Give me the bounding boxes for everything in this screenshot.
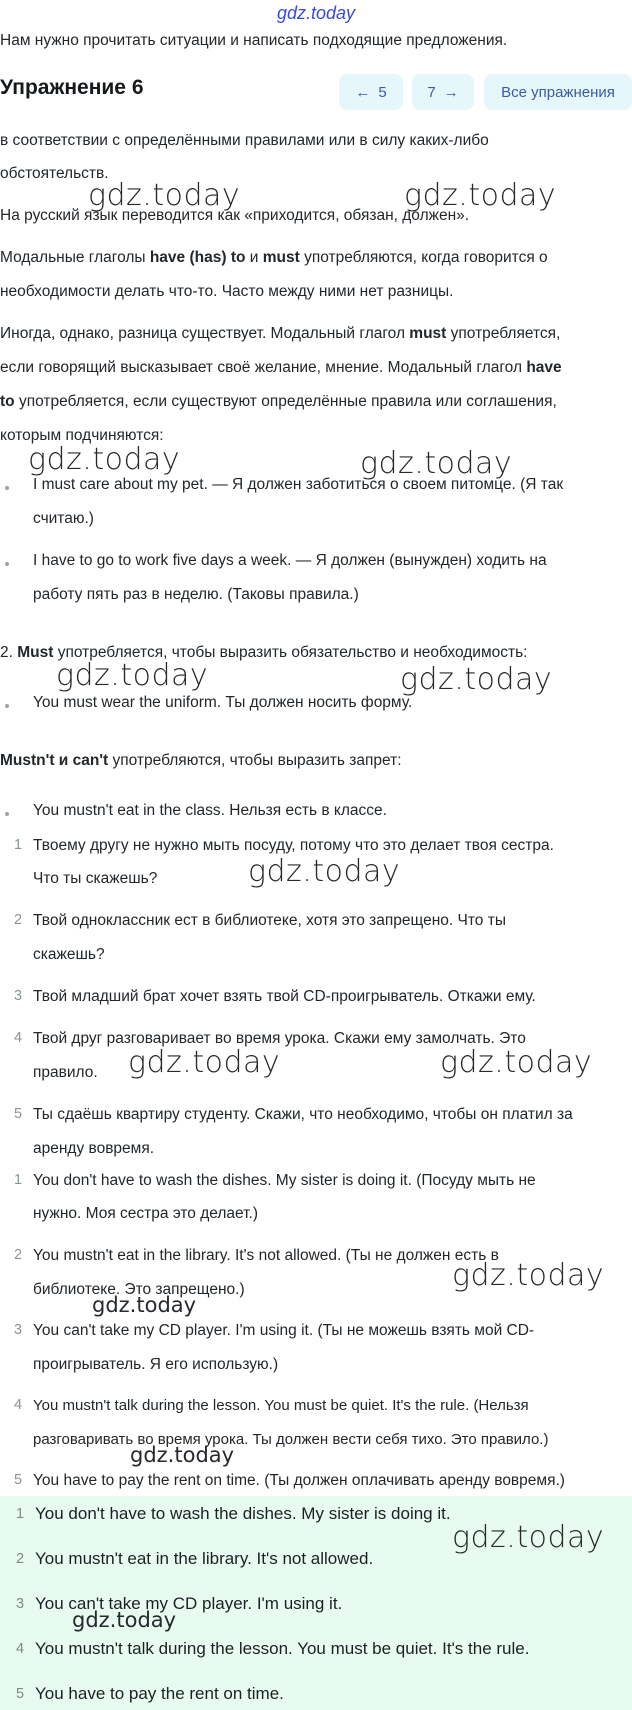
task-number: 4 xyxy=(14,1030,23,1046)
answer-number: 5 xyxy=(16,1686,25,1702)
bullet-icon xyxy=(5,486,9,490)
next-exercise-button[interactable] xyxy=(412,74,474,110)
example-uniform: You must wear the uniform. Ты должен носить форму. xyxy=(33,694,413,711)
task-item-line1: Твой младший брат хочет взять твой CD-проигрыватель. Откажи ему. xyxy=(33,988,536,1005)
task-number: 5 xyxy=(14,1106,23,1122)
prev-exercise-label: 5 xyxy=(378,83,387,101)
watermark: gdz.today xyxy=(452,1258,605,1293)
example-mustnt: You mustn't eat in the class. Нельзя есть в классе. xyxy=(33,802,387,819)
task-item-line2: скажешь? xyxy=(33,946,105,963)
task-item-line2: аренду вовремя. xyxy=(33,1140,155,1157)
watermark: gdz.today xyxy=(130,1443,235,1467)
watermark: gdz.today xyxy=(128,1045,281,1080)
watermark: gdz.today xyxy=(92,1293,197,1317)
translation-line2: разговаривать во время урока. Ты должен вести себя тихо. Это правило.) xyxy=(33,1431,549,1448)
task-number: 3 xyxy=(14,988,23,1004)
theory-p3-line1: Модальные глаголы have (has) to и must употребляются, когда говорится о xyxy=(0,249,548,266)
translation-line1: You have to pay the rent on time. (Ты должен оплачивать аренду вовремя.) xyxy=(33,1472,565,1489)
theory-p4-line4: которым подчиняются: xyxy=(0,427,164,444)
task-item-line1: Твой одноклассник ест в библиотеке, хотя это запрещено. Что ты xyxy=(33,912,506,929)
example-must-line1: I must care about my pet. — Я должен заботиться о своем питомце. (Я так xyxy=(33,476,564,493)
translation-line2: проигрыватель. Я его использую.) xyxy=(33,1356,279,1373)
answer-number: 3 xyxy=(16,1596,25,1612)
theory-p4-line3: to употребляется, если существуют определённые правила или соглашения, xyxy=(0,393,557,410)
example-have-to-line2: работу пять раз в неделю. (Таковы правила.) xyxy=(33,586,359,603)
theory-p3-line2: необходимости делать что-то. Часто между ними нет разницы. xyxy=(0,283,454,300)
task-item-line2: правило. xyxy=(33,1064,98,1081)
arrow-left-icon: ← xyxy=(355,83,371,101)
answer-item: You mustn't talk during the lesson. You must be quiet. It's the rule. xyxy=(35,1639,530,1658)
translation-line1: You mustn't talk during the lesson. You must be quiet. It's the rule. (Нельзя xyxy=(33,1397,529,1414)
task-number: 2 xyxy=(14,912,23,928)
theory-p5: 2. Must употребляется, чтобы выразить обязательство и необходимость: xyxy=(0,644,528,661)
translation-line2: библиотеке. Это запрещено.) xyxy=(33,1281,245,1298)
translation-number: 5 xyxy=(14,1472,23,1488)
answer-item: You don't have to wash the dishes. My sister is doing it. xyxy=(35,1504,451,1523)
exercise-title: Упражнение 6 xyxy=(0,76,144,99)
intro-text: Нам нужно прочитать ситуации и написать подходящие предложения. xyxy=(0,32,508,49)
translation-number: 1 xyxy=(14,1172,23,1188)
translation-line1: You can't take my CD player. I'm using it. (Ты не можешь взять мой CD- xyxy=(33,1322,535,1339)
answer-item: You have to pay the rent on time. xyxy=(35,1684,284,1703)
task-item-line1: Ты сдаёшь квартиру студенту. Скажи, что необходимо, чтобы он платил за xyxy=(33,1106,573,1123)
watermark: gdz.today xyxy=(404,178,557,213)
bullet-icon xyxy=(5,562,9,566)
translation-number: 3 xyxy=(14,1322,23,1338)
arrow-right-icon: → xyxy=(443,83,459,101)
translation-number: 4 xyxy=(14,1397,23,1413)
site-watermark: gdz.today xyxy=(276,3,356,23)
answer-number: 2 xyxy=(16,1551,25,1567)
theory-p1-line2: обстоятельств. xyxy=(0,165,109,182)
task-item-line1: Твой друг разговаривает во время урока. Скажи ему замолчать. Это xyxy=(33,1030,526,1047)
theory-p1-line1: в соответствии с определёнными правилами или в силу каких-либо xyxy=(0,132,489,149)
watermark: gdz.today xyxy=(452,1520,605,1555)
watermark: gdz.today xyxy=(400,662,553,697)
bullet-icon xyxy=(5,704,9,708)
theory-p4-line1: Иногда, однако, разница существует. Модальный глагол must употребляется, xyxy=(0,325,561,342)
theory-p4-line2: если говорящий высказывает своё желание, мнение. Модальный глагол have xyxy=(0,359,562,376)
answer-item: You mustn't eat in the library. It's not allowed. xyxy=(35,1549,374,1568)
translation-line2: нужно. Моя сестра это делает.) xyxy=(33,1205,259,1222)
answer-item: You can't take my CD player. I'm using it. xyxy=(35,1594,343,1613)
bullet-icon xyxy=(5,812,9,816)
theory-p2: На русский язык переводится как «приходится, обязан, должен». xyxy=(0,207,470,224)
task-number: 1 xyxy=(14,837,23,853)
watermark: gdz.today xyxy=(72,1608,177,1632)
translation-line1: You mustn't eat in the library. It's not allowed. (Ты не должен есть в xyxy=(33,1247,499,1264)
translation-number: 2 xyxy=(14,1247,23,1263)
watermark: gdz.today xyxy=(248,854,401,889)
task-item-line2: Что ты скажешь? xyxy=(33,870,158,887)
translation-line1: You don't have to wash the dishes. My sister is doing it. (Посуду мыть не xyxy=(33,1172,536,1189)
task-item-line1: Твоему другу не нужно мыть посуду, потому что это делает твоя сестра. xyxy=(33,837,554,854)
example-have-to-line1: I have to go to work five days a week. — Я должен (вынужден) ходить на xyxy=(33,552,547,569)
watermark: gdz.today xyxy=(88,178,241,213)
watermark: gdz.today xyxy=(28,442,181,477)
watermark: gdz.today xyxy=(56,658,209,693)
next-exercise-label: 7 xyxy=(427,83,436,101)
prev-exercise-button[interactable] xyxy=(339,74,403,110)
answer-number: 1 xyxy=(16,1506,25,1522)
all-exercises-button[interactable]: Все упражнения xyxy=(484,74,632,110)
watermark: gdz.today xyxy=(360,446,513,481)
example-must-line2: считаю.) xyxy=(33,510,94,527)
theory-p6: Mustn't и can't употребляются, чтобы выразить запрет: xyxy=(0,752,402,769)
answer-number: 4 xyxy=(16,1641,25,1657)
watermark: gdz.today xyxy=(440,1045,593,1080)
